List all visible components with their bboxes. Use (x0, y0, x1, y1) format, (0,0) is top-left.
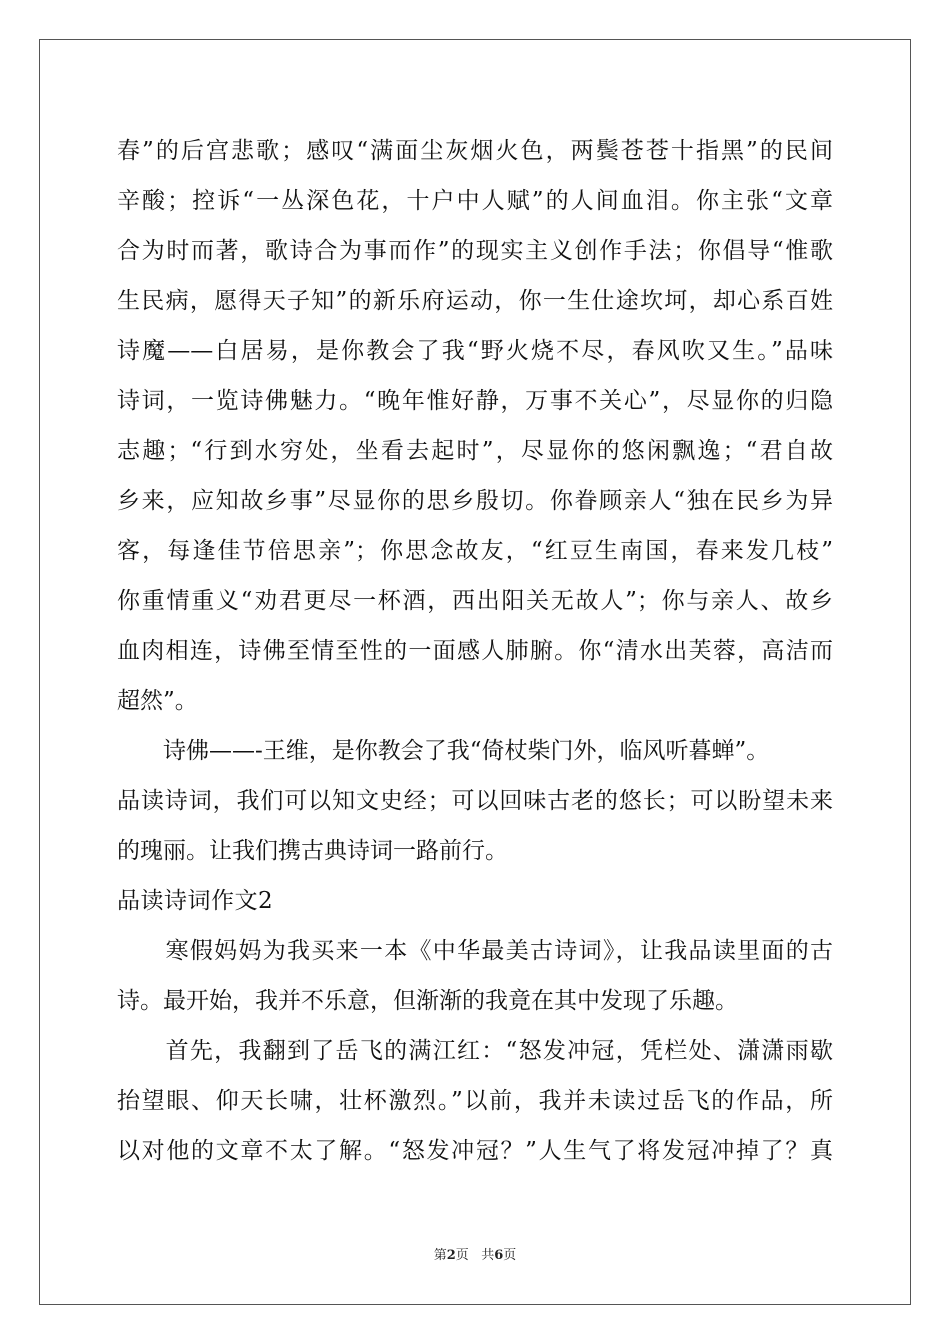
section-heading: 品读诗词作文2 (117, 888, 274, 914)
text-line: 你重情重义“劝君更尽一杯酒，西出阳关无故人”；你与亲人、故乡 (117, 588, 833, 614)
text-line: 品读诗词，我们可以知文史经；可以回味古老的悠长；可以盼望未来 (117, 788, 833, 814)
text-line: 合为时而著，歌诗合为事而作”的现实主义创作手法；你倡导“惟歌 (117, 238, 833, 264)
text-line: 抬望眼、仰天长啸，壮杯激烈。”以前，我并未读过岳飞的作品，所 (117, 1088, 833, 1114)
text-line: 超然”。 (117, 688, 198, 714)
text-line: 血肉相连，诗佛至情至性的一面感人肺腑。你“清水出芙蓉，高洁而 (117, 638, 833, 664)
text-line: 生民病，愿得天子知”的新乐府运动，你一生仕途坎坷，却心系百姓 (117, 288, 833, 314)
total-page-count: 6 (494, 1248, 504, 1263)
footer-total-prefix: 共 (481, 1248, 495, 1263)
page-footer (0, 1246, 950, 1266)
text-line: 的瑰丽。让我们携古典诗词一路前行。 (117, 838, 508, 864)
text-line: 首先，我翻到了岳飞的满江红：“怒发冲冠，凭栏处、潇潇雨歇 (117, 1038, 833, 1064)
text-line: 客，每逢佳节倍思亲”；你思念故友，“红豆生南国，春来发几枝” (117, 538, 833, 564)
text-line: 寒假妈妈为我买来一本《中华最美古诗词》，让我品读里面的古 (117, 938, 833, 964)
current-page-number: 2 (446, 1248, 456, 1263)
text-line: 诗魔——白居易，是你教会了我“野火烧不尽，春风吹又生。”品味 (117, 338, 833, 364)
footer-total-suffix: 页 (503, 1248, 517, 1263)
text-line: 春”的后宫悲歌；感叹“满面尘灰烟火色，两鬓苍苍十指黑”的民间 (117, 138, 833, 164)
text-line: 辛酸；控诉“一丛深色花，十户中人赋”的人间血泪。你主张“文章 (117, 188, 833, 214)
text-line: 志趣；“行到水穷处，坐看去起时”，尽显你的悠闲飘逸；“君自故 (117, 438, 833, 464)
footer-prefix: 第 (433, 1248, 447, 1263)
text-line: 诗佛——-王维，是你教会了我“倚杖柴门外，临风听暮蝉”。 (117, 738, 770, 764)
text-line: 诗词，一览诗佛魅力。“晚年惟好静，万事不关心”，尽显你的归隐 (117, 388, 833, 414)
text-line: 诗。最开始，我并不乐意，但渐渐的我竟在其中发现了乐趣。 (117, 988, 738, 1014)
document-body (117, 129, 833, 1179)
text-line: 乡来，应知故乡事”尽显你的思乡殷切。你眷顾亲人“独在民乡为异 (117, 488, 833, 514)
text-line: 以对他的文章不太了解。“怒发冲冠？”人生气了将发冠冲掉了？真 (117, 1138, 833, 1164)
footer-page-suffix: 页 (455, 1248, 469, 1263)
